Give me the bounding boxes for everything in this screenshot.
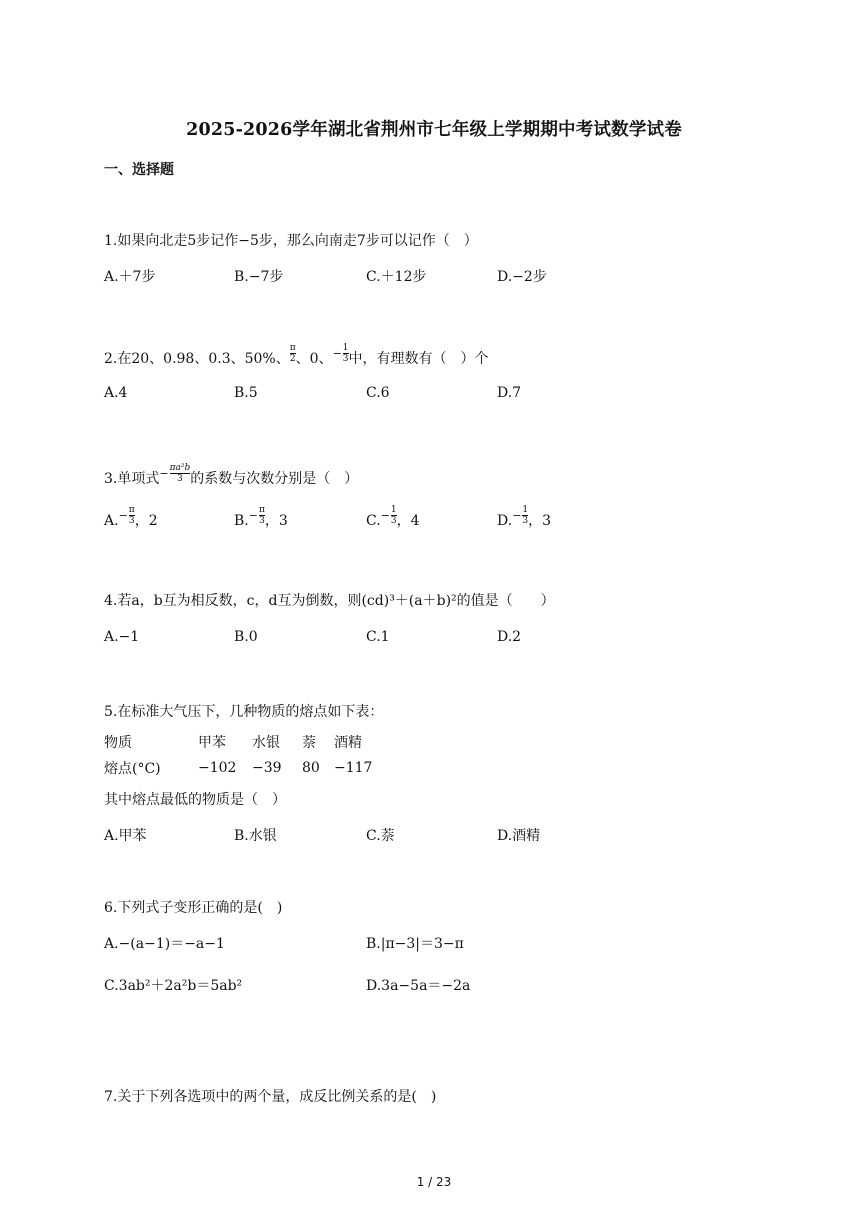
q3-a-minus: − bbox=[118, 509, 128, 522]
q2-fraction-pi-over-2 bbox=[290, 343, 296, 364]
page-number: 1 / 23 bbox=[416, 1175, 452, 1189]
q3-suffix: 的系数与次数分别是（ ） bbox=[190, 471, 359, 487]
table-cell: 甲苯 bbox=[198, 735, 226, 751]
table-cell: 酒精 bbox=[334, 735, 362, 751]
q3-d-num: 1 bbox=[522, 504, 529, 515]
q2-option-b: B.5 bbox=[234, 385, 258, 401]
q3-a-label: A. bbox=[104, 513, 119, 529]
question-5-followup: 其中熔点最低的物质是（ ） bbox=[104, 792, 286, 808]
table-cell: 水银 bbox=[252, 735, 280, 751]
q2-frac1-den: 2 bbox=[289, 353, 296, 364]
question-6: 6.下列式子变形正确的是( ) bbox=[104, 900, 283, 916]
q3-c-num: 1 bbox=[390, 504, 397, 515]
q5-option-b: B.水银 bbox=[234, 828, 277, 844]
section-heading: 一、选择题 bbox=[104, 162, 174, 178]
table-cell: 物质 bbox=[104, 735, 132, 751]
q3-option-d bbox=[497, 504, 552, 532]
q4-option-c: C.1 bbox=[366, 629, 390, 645]
q6-option-a: A.−(a−1)＝−a−1 bbox=[104, 936, 225, 952]
q2-frac1-num: π bbox=[289, 342, 296, 353]
q1-option-b: B.−7步 bbox=[234, 269, 284, 285]
q2-fraction-one-third bbox=[343, 343, 349, 364]
q2-option-d: D.7 bbox=[497, 385, 522, 401]
q2-option-c: C.6 bbox=[366, 385, 390, 401]
q3-b-minus: − bbox=[248, 509, 258, 522]
q6-option-c: C.3ab²＋2a²b＝5ab² bbox=[104, 978, 243, 994]
table-cell: −39 bbox=[252, 760, 282, 776]
q3-d-minus: − bbox=[512, 509, 522, 522]
q3-a-num: π bbox=[128, 504, 135, 515]
q2-suffix: 中，有理数有（ ）个 bbox=[348, 351, 489, 367]
question-2 bbox=[104, 342, 489, 370]
q5-option-a: A.甲苯 bbox=[104, 828, 147, 844]
q3-b-den: 3 bbox=[259, 515, 265, 526]
question-7: 7.关于下列各选项中的两个量，成反比例关系的是( ) bbox=[104, 1089, 437, 1105]
table-row bbox=[104, 755, 382, 781]
q6-option-d: D.3a−5a＝−2a bbox=[366, 978, 471, 994]
q3-c-minus: − bbox=[380, 509, 390, 522]
q3-c-degree: ，4 bbox=[396, 513, 420, 529]
q3-frac-den: 3 bbox=[170, 473, 191, 484]
q3-d-label: D. bbox=[497, 513, 513, 529]
table-cell: 熔点(°C) bbox=[104, 761, 161, 777]
q3-prefix: 3.单项式 bbox=[104, 471, 160, 487]
q1-option-c: C.＋12步 bbox=[366, 269, 427, 285]
q6-option-b: B.|π−3|＝3−π bbox=[366, 936, 464, 952]
question-4: 4.若a，b互为相反数，c，d互为倒数，则(cd)³＋(a＋b)²的值是（ ） bbox=[104, 593, 555, 609]
q3-frac-num: πa²b bbox=[169, 462, 191, 473]
q1-option-a: A.＋7步 bbox=[104, 269, 156, 285]
q3-monomial-fraction bbox=[170, 463, 191, 484]
question-5: 5.在标准大气压下，几种物质的熔点如下表： bbox=[104, 704, 384, 720]
q5-option-d: D.酒精 bbox=[497, 828, 541, 844]
q1-option-d: D.−2步 bbox=[497, 269, 547, 285]
question-1: 1.如果向北走5步记作−5步，那么向南走7步可以记作（ ） bbox=[104, 233, 478, 249]
table-cell: 萘 bbox=[302, 735, 316, 751]
q3-a-den: 3 bbox=[128, 515, 135, 526]
q3-d-degree: ，3 bbox=[528, 513, 552, 529]
question-3 bbox=[104, 462, 359, 490]
q3-c-den: 3 bbox=[390, 515, 397, 526]
q3-a-degree: ，2 bbox=[134, 513, 158, 529]
table-header-row bbox=[104, 729, 382, 755]
q3-c-label: C. bbox=[366, 513, 381, 529]
q3-a-fraction bbox=[129, 505, 135, 526]
q2-middle: 、0、 bbox=[295, 351, 333, 367]
q2-option-a: A.4 bbox=[104, 385, 128, 401]
melting-point-table bbox=[104, 729, 382, 781]
table-cell: −117 bbox=[334, 760, 373, 776]
q2-minus-sign: − bbox=[332, 347, 342, 360]
q2-prefix: 2.在20、0.98、0.3、50%、 bbox=[104, 351, 290, 367]
q3-d-fraction bbox=[522, 505, 528, 526]
q3-c-fraction bbox=[391, 505, 397, 526]
q2-frac2-den: 3 bbox=[342, 353, 349, 364]
q2-frac2-num: 1 bbox=[342, 342, 349, 353]
q5-option-c: C.萘 bbox=[366, 828, 395, 844]
q3-b-num: π bbox=[258, 504, 265, 515]
page-title: 2025-2026学年湖北省荆州市七年级上学期期中考试数学试卷 bbox=[186, 120, 682, 140]
table-cell: −102 bbox=[198, 760, 237, 776]
q4-option-a: A.−1 bbox=[104, 629, 140, 645]
q3-b-fraction bbox=[259, 505, 265, 526]
q4-option-b: B.0 bbox=[234, 629, 258, 645]
q3-d-den: 3 bbox=[522, 515, 529, 526]
q4-option-d: D.2 bbox=[497, 629, 522, 645]
q3-b-degree: ，3 bbox=[264, 513, 288, 529]
q3-option-c bbox=[366, 504, 420, 532]
table-cell: 80 bbox=[302, 760, 320, 776]
q3-option-a bbox=[104, 504, 158, 532]
q3-minus-sign: − bbox=[159, 467, 169, 480]
q3-option-b bbox=[234, 504, 288, 532]
q3-b-label: B. bbox=[234, 513, 249, 529]
